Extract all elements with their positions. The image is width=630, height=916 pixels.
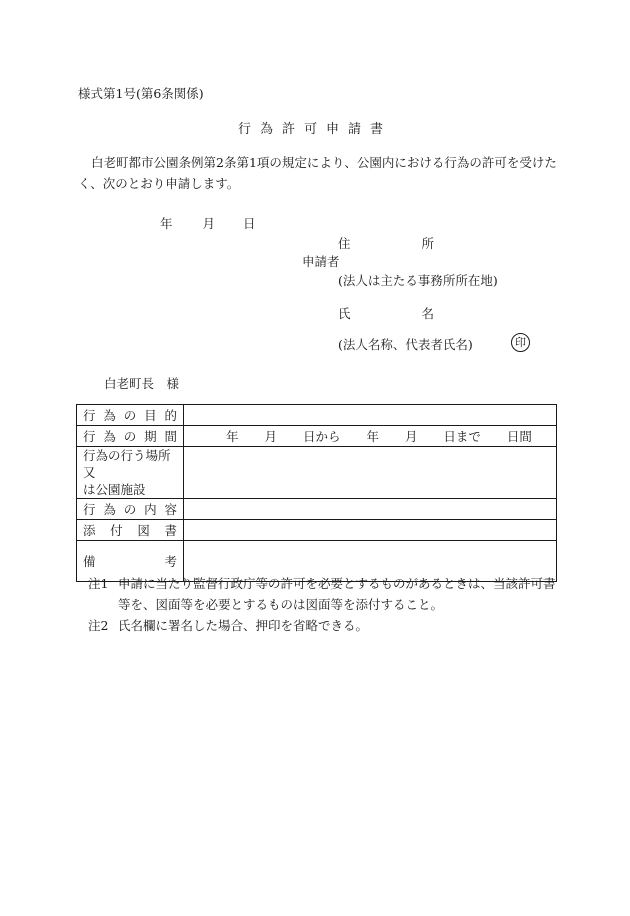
location-label	[77, 447, 184, 499]
content-label	[77, 499, 184, 520]
note-1	[88, 573, 558, 615]
period-end-year: 年	[366, 429, 379, 444]
content-label-text: 行 為 の 内 容	[83, 502, 177, 517]
name-label-1: 氏	[338, 306, 351, 321]
table-row-attachments	[77, 520, 557, 541]
note-2-text: 氏名欄に署名した場合、押印を省略できる。	[118, 618, 369, 633]
location-label-line2: は公園施設	[83, 482, 146, 497]
table-row-purpose	[77, 405, 557, 426]
table-row-period	[77, 426, 557, 447]
table-row-location	[77, 447, 557, 499]
seal-mark: 印	[511, 333, 530, 352]
date-day-unit: 日	[243, 216, 256, 231]
content-value[interactable]	[184, 499, 557, 520]
name-note: (法人名称、代表者氏名)	[338, 337, 473, 352]
remarks-label-text: 備 考	[83, 554, 177, 569]
period-end-day: 日まで	[443, 429, 481, 444]
period-start-year: 年	[226, 429, 239, 444]
period-fields	[190, 427, 550, 445]
location-label-line1: 行為の行う場所又	[83, 448, 171, 480]
note-2-label: 注2	[88, 618, 109, 633]
table-row-content	[77, 499, 557, 520]
period-start-month: 月	[264, 429, 277, 444]
address-label-1: 住	[338, 236, 351, 251]
name-label-2: 名	[421, 306, 434, 321]
period-value[interactable]	[184, 426, 557, 447]
period-label	[77, 426, 184, 447]
address-note: (法人は主たる事務所所在地)	[338, 273, 498, 288]
purpose-label-text: 行 為 の 目 的	[83, 408, 177, 423]
period-start-day: 日から	[302, 429, 341, 444]
attachments-value[interactable]	[184, 520, 557, 541]
application-table	[76, 404, 557, 582]
application-date	[160, 214, 256, 232]
form-number: 様式第1号(第6条関係)	[78, 86, 204, 101]
notes	[88, 573, 558, 636]
recipient: 白老町長 様	[104, 376, 180, 391]
purpose-label	[77, 405, 184, 426]
period-end-month: 月	[404, 429, 418, 444]
note-2	[88, 615, 558, 636]
applicant-label: 申請者	[302, 254, 340, 269]
date-year-unit: 年	[160, 216, 173, 231]
date-month-unit: 月	[202, 216, 216, 231]
note-1-label: 注1	[88, 576, 109, 591]
address-label	[338, 234, 434, 252]
location-value[interactable]	[184, 447, 557, 499]
form-title: 行為許可申請書	[237, 122, 392, 137]
intro-text: 白老町都市公園条例第2条第1項の規定により、公園内における行為の許可を受けたく、次のとおり申請します。	[78, 155, 557, 191]
address-label-2: 所	[421, 236, 434, 251]
attachments-label	[77, 520, 184, 541]
note-1-text: 申請に当たり監督行政庁等の許可を必要とするものがあるときは、当該許可書等を、図面等を必要とするものは図面等を添付すること。	[118, 576, 556, 612]
period-days: 日間	[506, 429, 532, 444]
attachments-label-text: 添 付 図 書	[83, 523, 177, 538]
name-label	[338, 304, 434, 322]
purpose-value[interactable]	[184, 405, 557, 426]
period-label-text: 行 為 の 期 間	[83, 429, 177, 444]
